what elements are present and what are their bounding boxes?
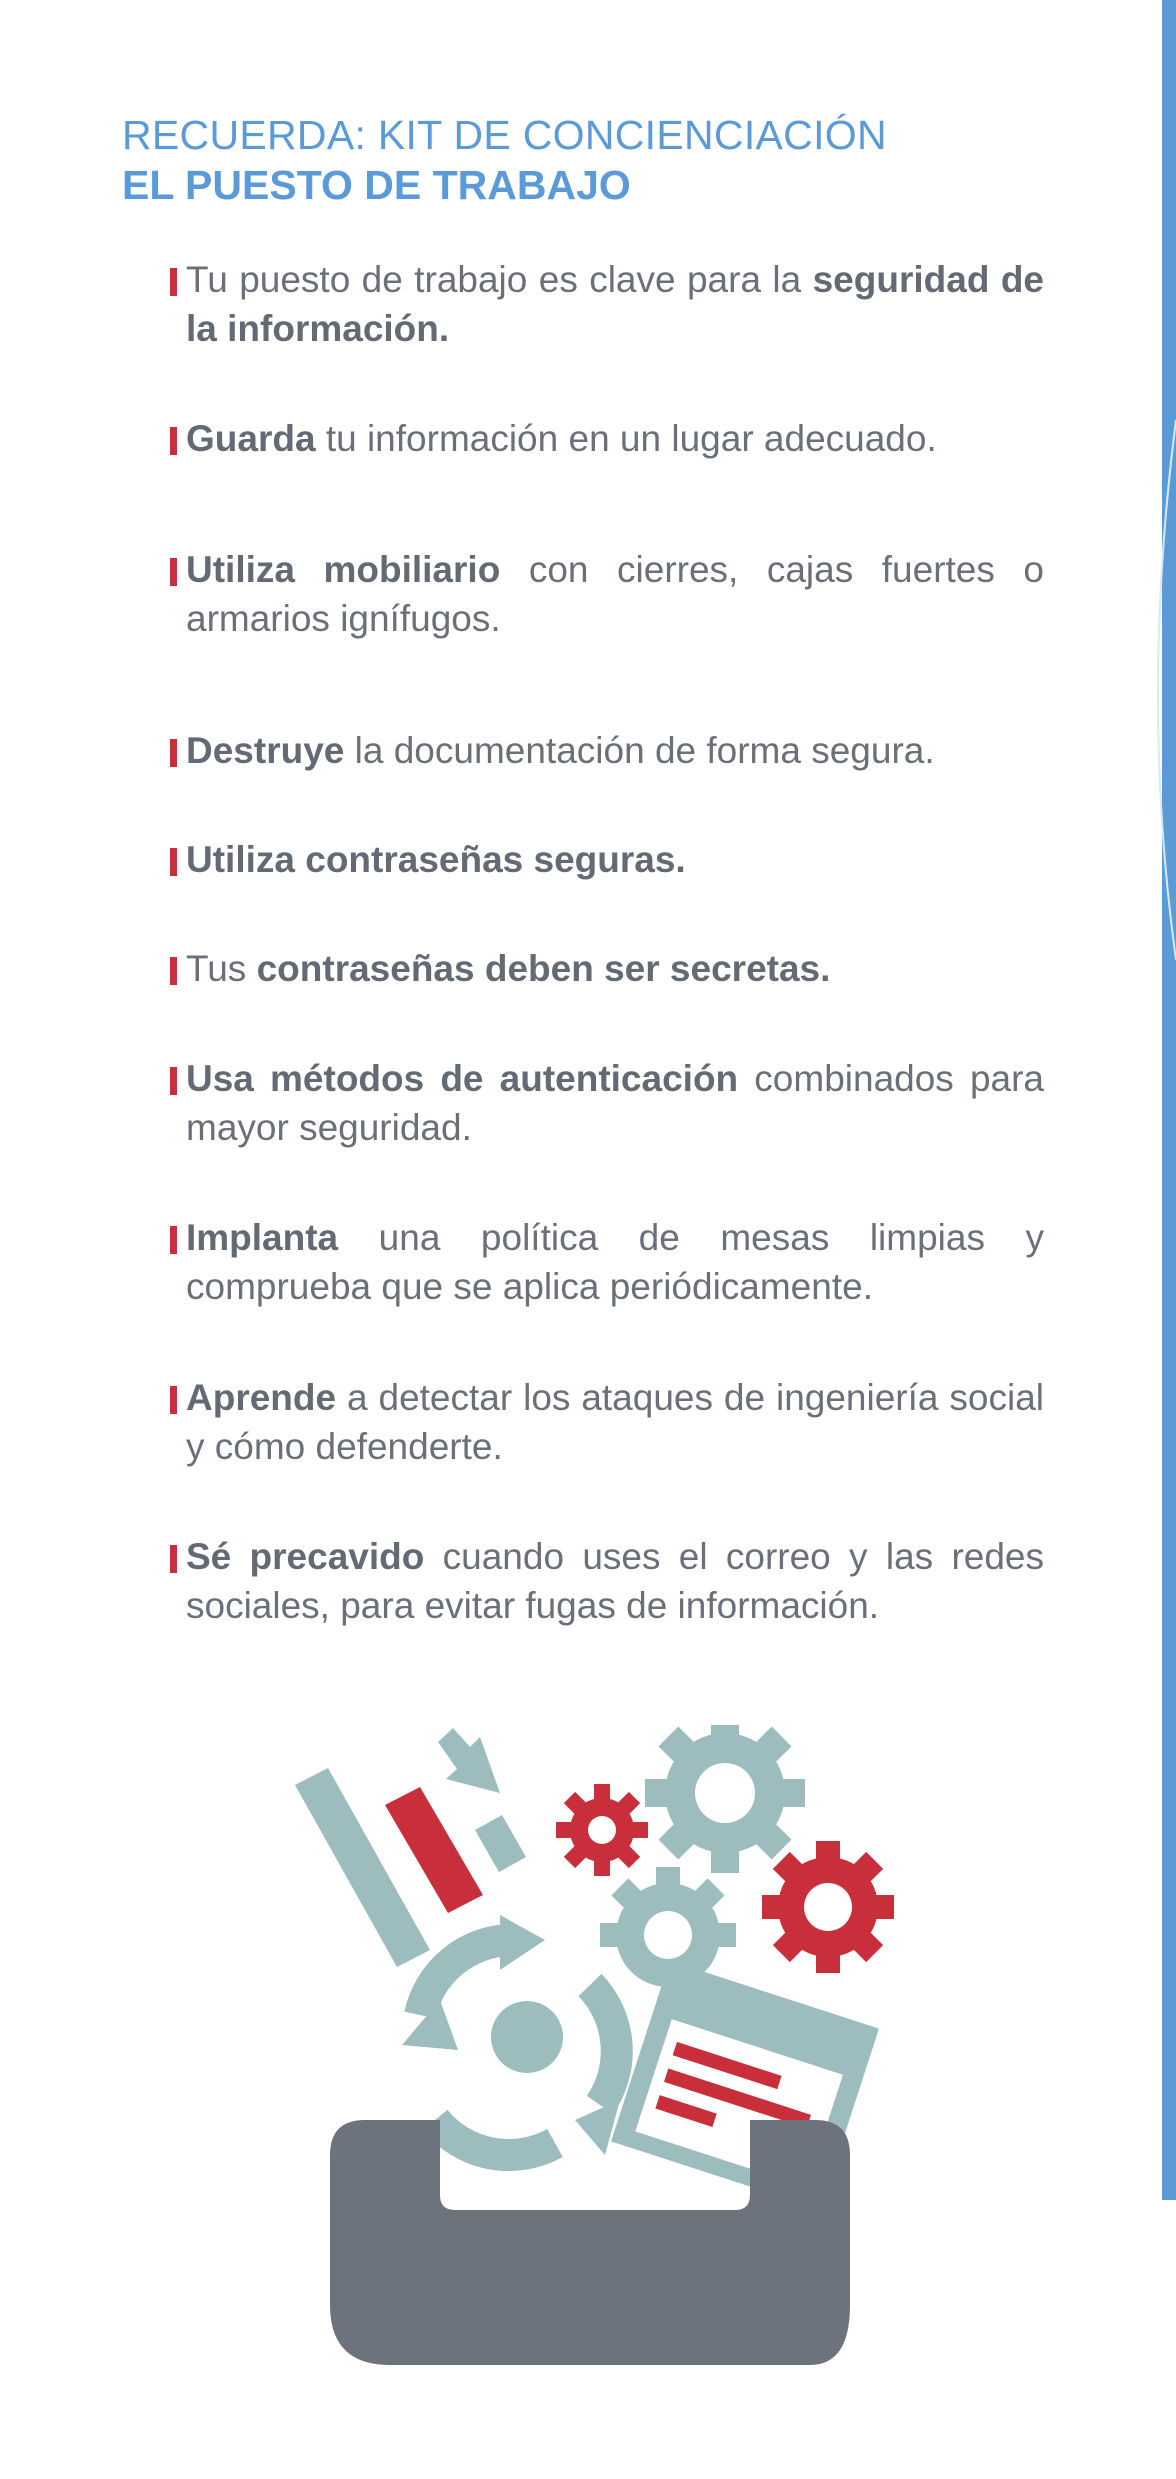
tips-list [166, 255, 1044, 1630]
item-text: una política de mesas limpias y comprueba que se aplica periódicamente. [186, 1217, 1044, 1307]
item-bold-text: Aprende [186, 1377, 337, 1418]
bullet-marker [170, 1545, 177, 1573]
item-text: con cierres, cajas fuertes o armarios ignífugos. [186, 549, 1044, 639]
item-text: cuando uses el correo y las redes sociales, para evitar fugas de información. [186, 1536, 1044, 1626]
list-item [166, 835, 1044, 884]
item-text: Tus [186, 948, 257, 989]
bullet-marker [170, 268, 177, 296]
list-item [166, 944, 1044, 993]
bullet-marker [170, 1067, 177, 1095]
item-text: a detectar los ataques de ingeniería social y cómo defenderte. [186, 1377, 1044, 1467]
bullet-marker [170, 739, 177, 767]
page-title: EL PUESTO DE TRABAJO [122, 162, 631, 208]
item-bold-text: Destruye [186, 730, 345, 771]
item-text: combinados para mayor seguridad. [186, 1058, 1044, 1148]
bullet-marker [170, 957, 177, 985]
bullet-marker [170, 1226, 177, 1254]
item-bold-text: Sé precavido [186, 1536, 425, 1577]
item-bold-text: seguridad de la información. [186, 259, 1044, 349]
bullet-marker [170, 427, 177, 455]
list-item [166, 1054, 1044, 1152]
list-item [166, 545, 1044, 643]
page-kicker: RECUERDA: KIT DE CONCIENCIACIÓN [122, 112, 887, 158]
item-bold-text: Utiliza contraseñas seguras. [186, 839, 686, 880]
item-bold-text: Implanta [186, 1217, 339, 1258]
list-item [166, 414, 1044, 463]
item-text: la documentación de forma segura. [344, 730, 935, 771]
item-text: Tu puesto de trabajo es clave para la [186, 259, 813, 300]
item-bold-text: contraseñas deben ser secretas. [256, 948, 831, 989]
item-text: tu información en un lugar adecuado. [315, 418, 937, 459]
item-bold-text: Utiliza mobiliario [186, 549, 501, 590]
item-bold-text: Usa métodos de autenticación [186, 1058, 739, 1099]
list-item [166, 1213, 1044, 1311]
list-item [166, 726, 1044, 775]
list-item [166, 255, 1044, 353]
decorative-arc [1100, 0, 1176, 2200]
bullet-marker [170, 558, 177, 586]
list-item [166, 1532, 1044, 1630]
bullet-marker [170, 1386, 177, 1414]
item-bold-text: Guarda [186, 418, 316, 459]
bullet-marker [170, 848, 177, 876]
page-header [122, 110, 1072, 210]
workspace-tray-icon [290, 1725, 910, 2375]
list-item [166, 1373, 1044, 1471]
